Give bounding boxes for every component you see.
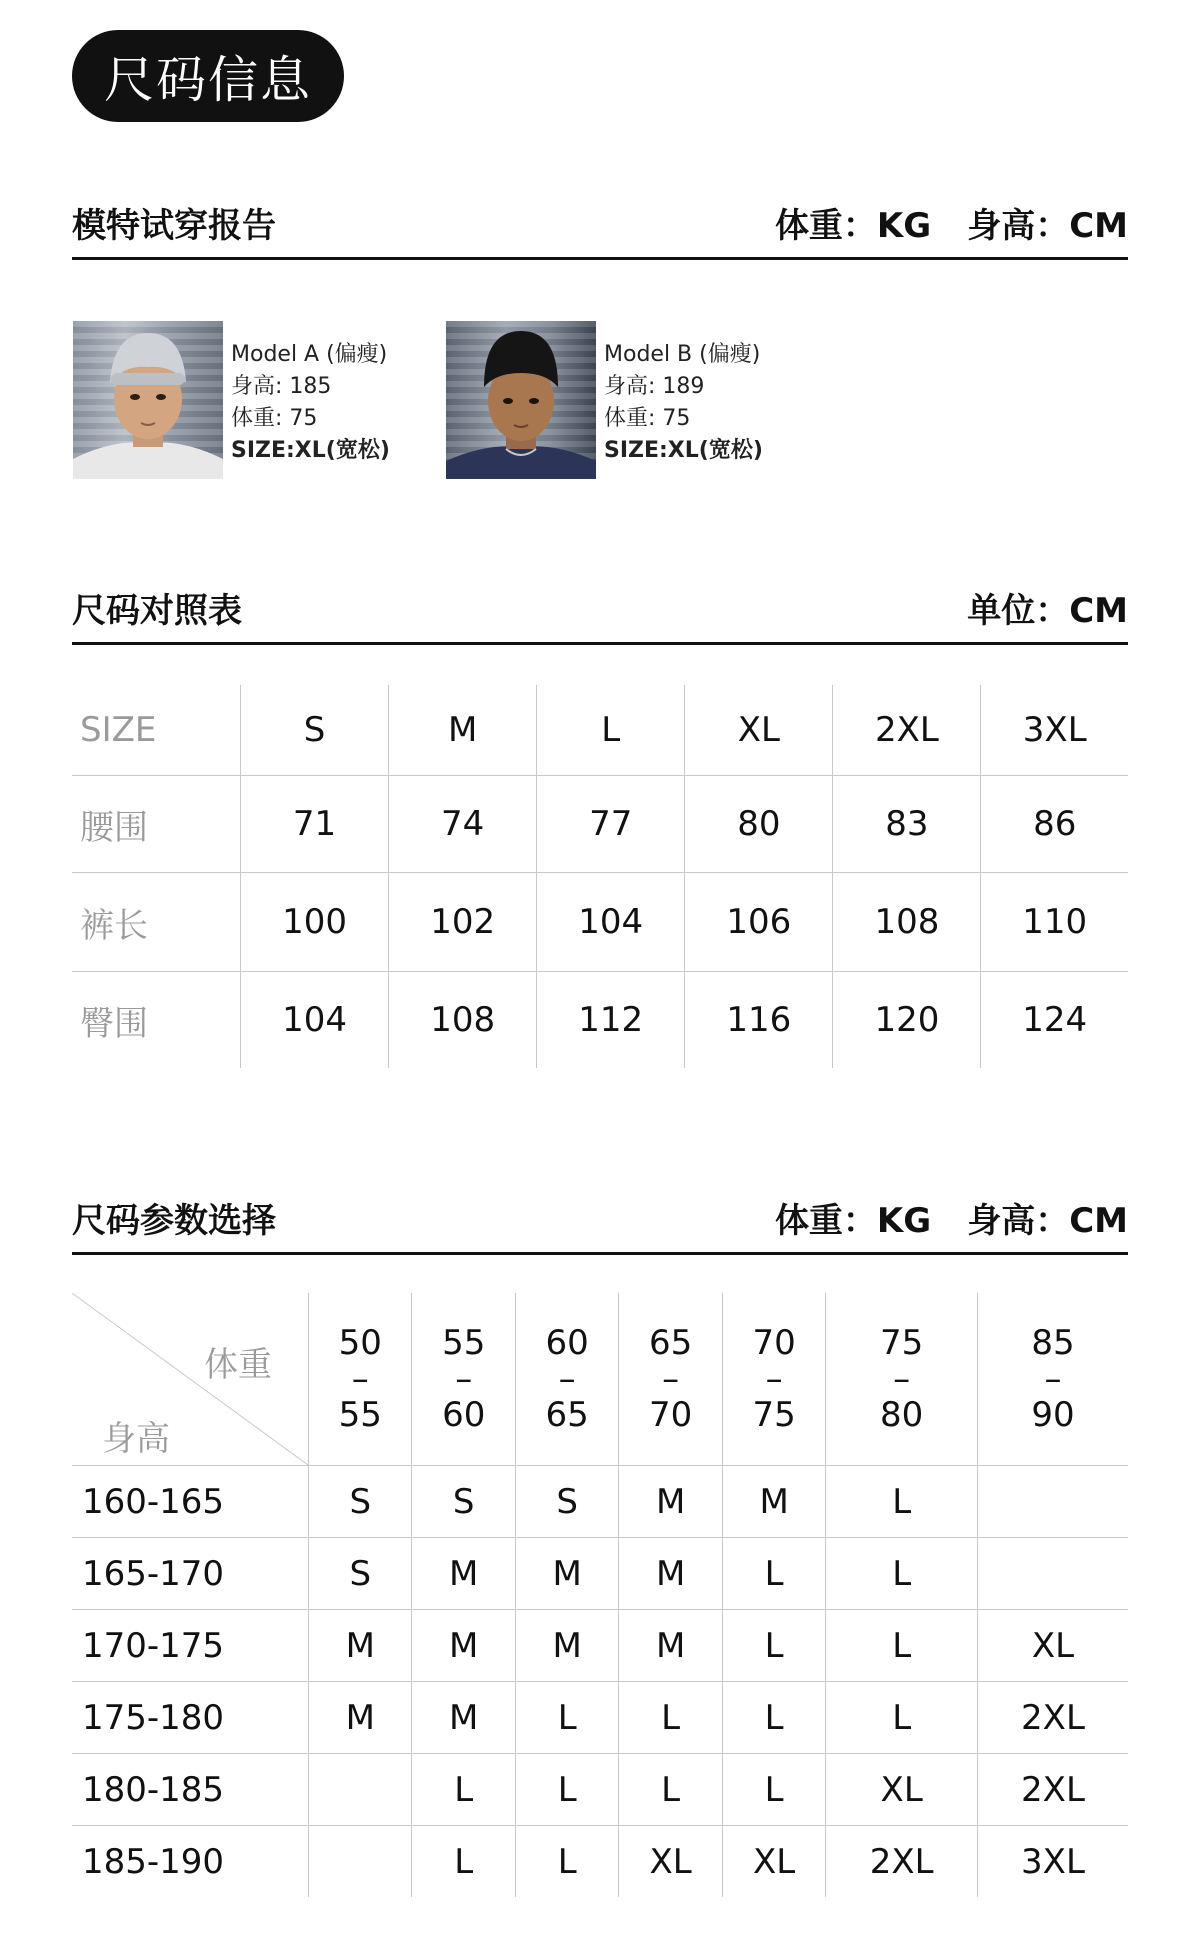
table-row bbox=[72, 1538, 1128, 1610]
size-param-title: 尺码参数选择 bbox=[72, 1201, 276, 1241]
table-cell: 102 bbox=[389, 873, 537, 972]
table-cell bbox=[977, 1538, 1128, 1610]
model-a-photo bbox=[73, 321, 223, 479]
model-a-name: Model A (偏瘦) bbox=[231, 342, 388, 367]
model-b-size: SIZE:XL(宽松) bbox=[604, 438, 763, 463]
table-cell: S bbox=[515, 1466, 618, 1538]
height-range-label: 170-175 bbox=[72, 1610, 309, 1682]
table-cell: 108 bbox=[833, 873, 981, 972]
table-row bbox=[72, 1610, 1128, 1682]
size-header-row bbox=[72, 685, 1128, 776]
table-cell: 2XL bbox=[977, 1754, 1128, 1826]
table-cell bbox=[309, 1826, 412, 1898]
size-chart-table bbox=[72, 685, 1128, 1068]
corner-cell bbox=[72, 1293, 309, 1466]
unit-height-label: 身高：CM bbox=[967, 206, 1128, 246]
model-b-info bbox=[604, 321, 763, 479]
table-cell: L bbox=[826, 1682, 978, 1754]
weight-range-header: 55 – 60 bbox=[412, 1293, 515, 1466]
table-row bbox=[72, 1466, 1128, 1538]
table-cell: S bbox=[309, 1538, 412, 1610]
size-col-header: L bbox=[537, 685, 685, 776]
model-report-title: 模特试穿报告 bbox=[72, 206, 276, 246]
table-cell: L bbox=[722, 1754, 825, 1826]
table-cell: 83 bbox=[833, 776, 981, 873]
size-param-units bbox=[775, 1193, 1128, 1242]
table-cell: XL bbox=[619, 1826, 722, 1898]
size-chart-header bbox=[72, 575, 1128, 645]
model-card-b bbox=[446, 321, 763, 479]
model-card-a bbox=[73, 321, 390, 479]
model-report-units bbox=[775, 198, 1128, 247]
table-cell: L bbox=[826, 1610, 978, 1682]
table-cell: 3XL bbox=[977, 1826, 1128, 1898]
table-cell: 2XL bbox=[826, 1826, 978, 1898]
table-cell: 104 bbox=[241, 972, 389, 1069]
table-cell: 77 bbox=[537, 776, 685, 873]
weight-range-header: 85 – 90 bbox=[977, 1293, 1128, 1466]
table-cell: L bbox=[722, 1682, 825, 1754]
unit-weight-label: 体重：KG bbox=[774, 206, 932, 246]
table-cell: M bbox=[412, 1538, 515, 1610]
height-range-label: 160-165 bbox=[72, 1466, 309, 1538]
table-row bbox=[72, 1754, 1128, 1826]
table-cell: L bbox=[412, 1826, 515, 1898]
row-label-hip: 臀围 bbox=[72, 972, 241, 1069]
weight-range-header: 60 – 65 bbox=[515, 1293, 618, 1466]
table-cell: S bbox=[309, 1466, 412, 1538]
weight-header-row bbox=[72, 1293, 1128, 1466]
table-cell: M bbox=[619, 1466, 722, 1538]
table-cell: XL bbox=[722, 1826, 825, 1898]
table-cell: M bbox=[412, 1610, 515, 1682]
table-cell: M bbox=[309, 1682, 412, 1754]
table-cell: 106 bbox=[685, 873, 833, 972]
table-cell: L bbox=[722, 1610, 825, 1682]
model-b-height: 身高: 189 bbox=[604, 374, 705, 399]
model-a-height: 身高: 185 bbox=[231, 374, 332, 399]
model-a-size: SIZE:XL(宽松) bbox=[231, 438, 390, 463]
size-param-header bbox=[72, 1185, 1128, 1255]
table-cell: 80 bbox=[685, 776, 833, 873]
table-row bbox=[72, 972, 1128, 1069]
table-cell: L bbox=[412, 1754, 515, 1826]
table-row bbox=[72, 776, 1128, 873]
weight-range-header: 65 – 70 bbox=[619, 1293, 722, 1466]
table-cell: XL bbox=[977, 1610, 1128, 1682]
size-param-table bbox=[72, 1293, 1128, 1897]
table-cell: M bbox=[619, 1610, 722, 1682]
table-cell bbox=[977, 1466, 1128, 1538]
table-row bbox=[72, 873, 1128, 972]
size-col-header: 3XL bbox=[981, 685, 1128, 776]
table-cell: 2XL bbox=[977, 1682, 1128, 1754]
size-col-header: XL bbox=[685, 685, 833, 776]
table-cell: L bbox=[826, 1466, 978, 1538]
height-range-label: 175-180 bbox=[72, 1682, 309, 1754]
table-cell: L bbox=[515, 1754, 618, 1826]
table-cell: L bbox=[515, 1826, 618, 1898]
table-row bbox=[72, 1826, 1128, 1898]
model-a-info bbox=[231, 321, 390, 479]
table-cell: 112 bbox=[537, 972, 685, 1069]
table-cell: L bbox=[515, 1682, 618, 1754]
row-label-waist: 腰围 bbox=[72, 776, 241, 873]
table-row bbox=[72, 1682, 1128, 1754]
table-cell: 120 bbox=[833, 972, 981, 1069]
table-cell: L bbox=[619, 1754, 722, 1826]
corner-height-label: 身高 bbox=[102, 1419, 170, 1459]
model-b-name: Model B (偏瘦) bbox=[604, 342, 761, 367]
size-chart-title: 尺码对照表 bbox=[72, 591, 242, 631]
table-cell: L bbox=[722, 1538, 825, 1610]
table-cell: 71 bbox=[241, 776, 389, 873]
weight-range-header: 70 – 75 bbox=[722, 1293, 825, 1466]
unit-height-label: 身高：CM bbox=[967, 1201, 1128, 1241]
model-b-photo bbox=[446, 321, 596, 479]
table-cell: 110 bbox=[981, 873, 1128, 972]
weight-range-header: 50 – 55 bbox=[309, 1293, 412, 1466]
table-cell: M bbox=[515, 1538, 618, 1610]
table-cell bbox=[309, 1754, 412, 1826]
table-cell: XL bbox=[826, 1754, 978, 1826]
model-b-weight: 体重: 75 bbox=[604, 406, 691, 431]
height-range-label: 165-170 bbox=[72, 1538, 309, 1610]
table-cell: 116 bbox=[685, 972, 833, 1069]
page-title: 尺码信息 bbox=[72, 30, 344, 122]
model-report-header bbox=[72, 190, 1128, 260]
corner-weight-label: 体重 bbox=[204, 1345, 272, 1385]
table-cell: 124 bbox=[981, 972, 1128, 1069]
table-cell: L bbox=[826, 1538, 978, 1610]
table-cell: M bbox=[722, 1466, 825, 1538]
height-range-label: 185-190 bbox=[72, 1826, 309, 1898]
size-header-label: SIZE bbox=[80, 710, 157, 750]
table-cell: M bbox=[412, 1682, 515, 1754]
table-cell: L bbox=[619, 1682, 722, 1754]
height-range-label: 180-185 bbox=[72, 1754, 309, 1826]
table-cell: 74 bbox=[389, 776, 537, 873]
row-label-length: 裤长 bbox=[72, 873, 241, 972]
table-cell: S bbox=[412, 1466, 515, 1538]
table-cell: 108 bbox=[389, 972, 537, 1069]
table-cell: M bbox=[515, 1610, 618, 1682]
table-cell: 100 bbox=[241, 873, 389, 972]
table-cell: M bbox=[309, 1610, 412, 1682]
table-cell: 86 bbox=[981, 776, 1128, 873]
unit-weight-label: 体重：KG bbox=[774, 1201, 932, 1241]
table-cell: 104 bbox=[537, 873, 685, 972]
size-chart-unit: 单位：CM bbox=[967, 591, 1128, 631]
size-col-header: 2XL bbox=[833, 685, 981, 776]
model-a-weight: 体重: 75 bbox=[231, 406, 318, 431]
table-cell: M bbox=[619, 1538, 722, 1610]
size-col-header: S bbox=[241, 685, 389, 776]
weight-range-header: 75 – 80 bbox=[826, 1293, 978, 1466]
size-col-header: M bbox=[389, 685, 537, 776]
